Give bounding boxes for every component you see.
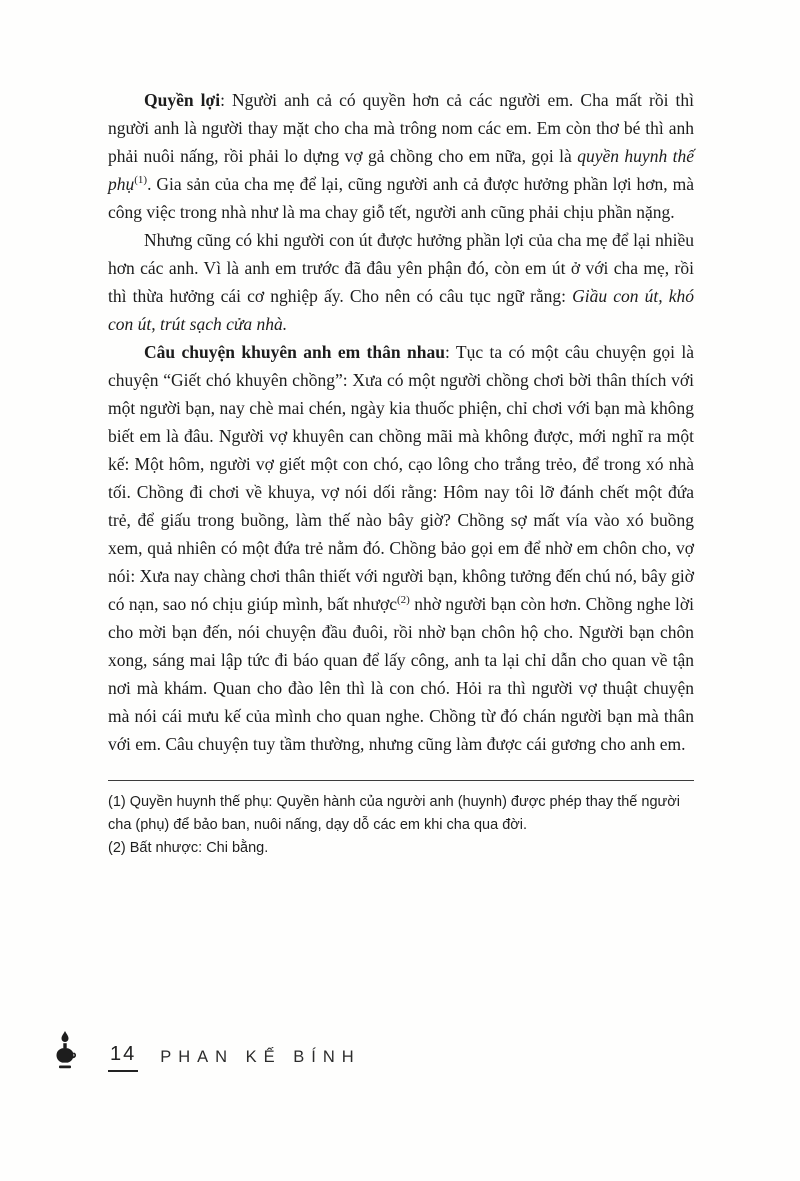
text-run: . Gia sản của cha mẹ để lại, cũng người anh cả được hưởng phần lợi hơn, mà công việc trong nhà như là ma chay giỗ tết, người anh cũng phải chịu phần nặng. <box>108 174 694 222</box>
oil-lamp-icon <box>50 1030 80 1072</box>
text-run: quyền huynh thế phụ <box>108 146 694 194</box>
paragraph-quyen-loi <box>108 86 694 226</box>
body-text <box>108 86 694 860</box>
text-run: nhờ người bạn còn hơn. Chồng nghe lời cho mời bạn đến, nói chuyện đầu đuôi, rồi nhờ bạn chôn hộ cho. Người bạn chôn xong, sáng mai lập tức đi báo quan để lấy công, anh ta lại chỉ dẫn cho quan về tận nơi mà khám. Quan cho đào lên thì là con chó. Hỏi ra thì người vợ thuật chuyện mà nói cái mưu kế của mình cho quan nghe. Chồng từ đó chán người bạn mà thân với em. Câu chuyện tuy tầm thường, nhưng cũng làm được cái gương cho anh em. <box>108 594 695 754</box>
page-footer <box>50 1030 361 1072</box>
footnote-2: (2) Bất nhược: Chi bằng. <box>108 840 269 856</box>
paragraph-con-ut <box>108 226 694 338</box>
text-run: : Người anh cả có quyền hơn cả các người em. Cha mất rồi thì người anh là người thay mặt cho cha mà trông nom các em. Em còn thơ bé thì anh phải nuôi nấng, rồi phải lo dựng vợ gả chồng cho em nữa, gọi là <box>108 90 694 166</box>
footnote-1: (1) Quyền huynh thế phụ: Quyền hành của người anh (huynh) được phép thay thế người cha (phụ) để bảo ban, nuôi nấng, dạy dỗ các em khi cha qua đời. <box>108 794 680 833</box>
footnotes-block <box>108 780 694 860</box>
page-number: 14 <box>108 1043 138 1072</box>
text-run: (1) <box>134 174 148 187</box>
text-run: Quyền lợi <box>144 90 221 110</box>
text-run: (2) <box>396 594 410 607</box>
text-run: Giầu con út, khó con út, trút sạch cửa nhà. <box>108 286 694 334</box>
text-run: : Tục ta có một câu chuyện gọi là chuyện “Giết chó khuyên chồng”: Xưa có một người chồng chơi bời thân thích với một người bạn, nay chè mai chén, ngày kia thuốc phiện, chỉ chơi với bạn mà không biết em là đâu. Người vợ khuyên can chồng mãi mà không được, mới nghĩ ra một kế: Một hôm, người vợ giết một con chó, cạo lông cho trắng trẻo, để trong xó nhà tối. Chồng đi chơi về khuya, vợ nói dối rằng: Hôm nay tôi lỡ đánh chết một đứa trẻ, để giấu trong buồng, làm thế nào bây giờ? Chồng sợ mất vía vào xó buồng xem, quả nhiên có một đứa trẻ nằm đó. Chồng bảo gọi em để nhờ em chôn cho, vợ nói: Xưa nay chàng chơi thân thiết với người bạn, không tưởng đến chú nó, bây giờ có nạn, sao nó chịu giúp mình, bất nhược <box>108 342 695 614</box>
paragraph-cau-chuyen <box>108 338 694 758</box>
text-run: Câu chuyện khuyên anh em thân nhau <box>144 342 445 362</box>
author-name: PHAN KẾ BÍNH <box>160 1048 361 1066</box>
text-run: Nhưng cũng có khi người con út được hưởng phần lợi của cha mẹ để lại nhiều hơn các anh. Vì là anh em trước đã đâu yên phận đó, còn em út ở với cha mẹ, rồi thì thừa hưởng cái cơ nghiệp ấy. Cho nên có câu tục ngữ rằng: <box>108 230 694 306</box>
